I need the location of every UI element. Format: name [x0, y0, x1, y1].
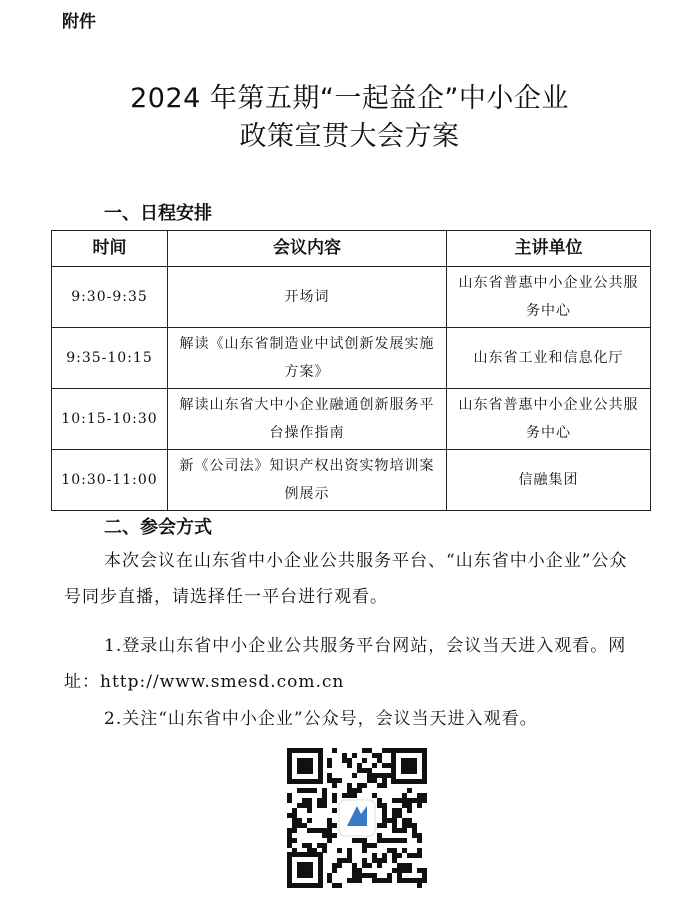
page-title-line2: 政策宣贯大会方案	[239, 121, 460, 152]
qr-code-icon	[283, 744, 431, 892]
paragraph-wechat: 2.关注“山东省中小企业”公众号，会议当天进入观看。	[104, 709, 538, 729]
table-row	[52, 389, 651, 450]
attachment-label: 附件	[62, 12, 96, 32]
cell-time: 10:30-11:00	[52, 450, 168, 511]
paragraph-livestream: 本次会议在山东省中小企业公共服务平台、“山东省中小企业”公众号同步直播，请选择任一平台进行观看。	[64, 551, 628, 607]
header-time: 时间	[52, 231, 168, 267]
cell-time: 9:35-10:15	[52, 328, 168, 389]
header-content: 会议内容	[168, 231, 447, 267]
cell-unit: 山东省普惠中小企业公共服务中心	[447, 389, 651, 450]
page-title-line1: 2024 年第五期“一起益企”中小企业	[130, 83, 569, 114]
cell-content: 解读《山东省制造业中试创新发展实施方案》	[168, 328, 447, 389]
cell-content: 解读山东省大中小企业融通创新服务平台操作指南	[168, 389, 447, 450]
section1-heading: 一、日程安排	[104, 203, 212, 224]
section2-heading: 二、参会方式	[104, 517, 212, 538]
cell-content: 新《公司法》知识产权出资实物培训案例展示	[168, 450, 447, 511]
table-row	[52, 267, 651, 328]
paragraph-website: 1.登录山东省中小企业公共服务平台网站，会议当天进入观看。网址：http://www.smesd.com.cn	[64, 636, 627, 692]
header-unit: 主讲单位	[447, 231, 651, 267]
cell-time: 10:15-10:30	[52, 389, 168, 450]
cell-content: 开场词	[168, 267, 447, 328]
table-row	[52, 328, 651, 389]
cell-time: 9:30-9:35	[52, 267, 168, 328]
table-row	[52, 450, 651, 511]
schedule-table	[51, 230, 651, 511]
cell-unit: 山东省工业和信息化厅	[447, 328, 651, 389]
cell-unit: 信融集团	[447, 450, 651, 511]
table-header-row	[52, 231, 651, 267]
cell-unit: 山东省普惠中小企业公共服务中心	[447, 267, 651, 328]
